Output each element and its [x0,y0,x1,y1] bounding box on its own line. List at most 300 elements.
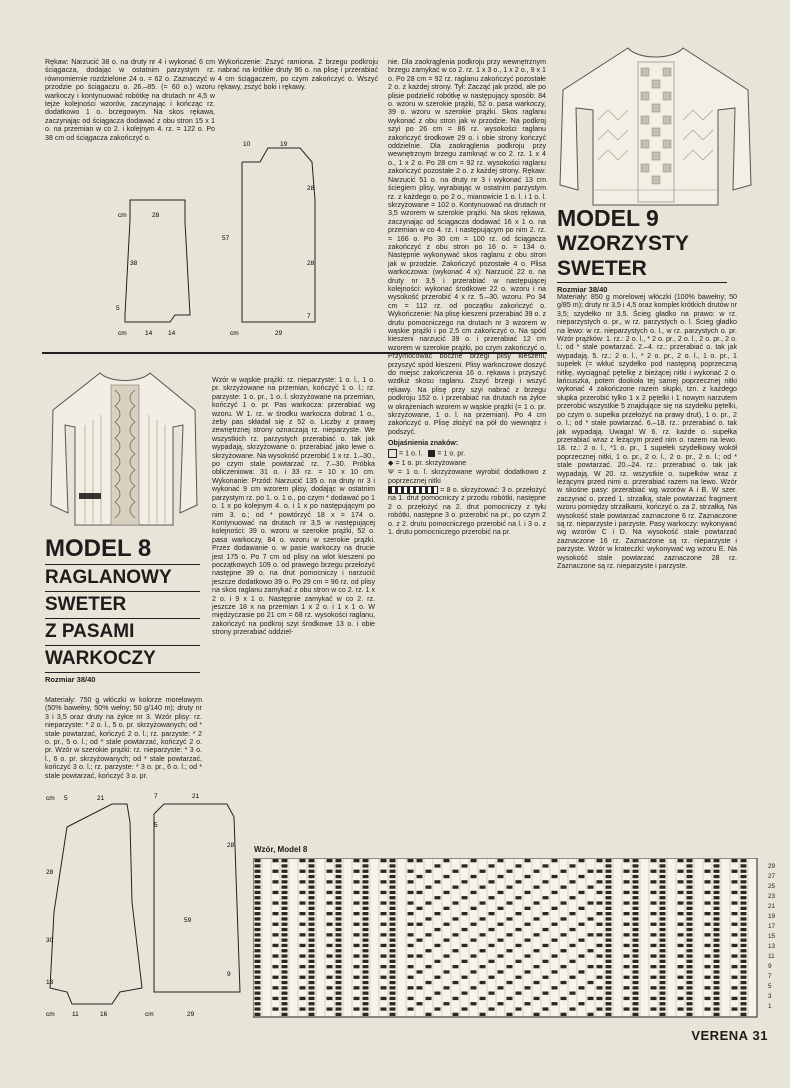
top-body-w2: 19 [280,141,288,148]
chart-cell-mark [435,992,441,995]
top-body-unit: cm [230,330,239,337]
chart-cell-mark [444,986,450,989]
chart-cell-mark [705,870,711,873]
chart-cell-mark [498,1002,504,1005]
chart-cell-mark [741,960,747,963]
chart-cell-mark [579,891,585,894]
chart-cell-mark [714,970,720,973]
chart-cell-mark [597,976,603,979]
chart-row-number: 13 [768,943,776,950]
chart-cell-mark [651,912,657,915]
chart-cell-mark [660,923,666,926]
chart-cell-mark [309,891,315,894]
chart-cell-mark [687,912,693,915]
chart-cell-mark [633,1002,639,1005]
bottom-body-t1: 7 [154,793,158,800]
chart-cell-mark [273,891,279,894]
chart-cell-mark [534,1013,540,1016]
chart-cell-mark [597,859,603,862]
chart-cell-mark [444,891,450,894]
chart-cell-mark [255,970,261,973]
chart-cell-mark [363,917,369,920]
chart-cell-mark [597,933,603,936]
chart-cell-mark [435,864,441,867]
chart-cell-mark [597,965,603,968]
chart-cell-mark [453,997,459,1000]
chart-cell-mark [543,960,549,963]
chart-cell-mark [471,859,477,862]
chart-cell-mark [336,864,342,867]
chart-cell-mark [255,901,261,904]
chart-cell-mark [462,896,468,899]
chart-cell-mark [741,997,747,1000]
chart-cell-mark [408,1007,414,1010]
legend-text-5: = 8 o. skrzyżować: 3 o. przełożyć na 1. drut pomocniczy z przodu robótki, następne 2 o. przełożyć na 2. drut pomocniczy z tyłu robótki, następne 3 o. przerobić na pr., po czym 2 o. z 2. drutu pomocniczego przerobić na l. i 3 o. z 1. drutu pomocniczego przerobić na pr. [388,485,546,536]
chart-cell-mark [282,960,288,963]
chart-cell-mark [534,901,540,904]
chart-cell-mark [417,907,423,910]
chart-cell-mark [741,939,747,942]
chart-cell-mark [489,896,495,899]
chart-cell-mark [255,949,261,952]
legend-symbol-knit [428,450,435,457]
chart-cell-mark [624,986,630,989]
chart-cell-mark [435,960,441,963]
chart-cell-mark [426,870,432,873]
legend-symbol-cable [388,486,438,494]
chart-cell-mark [309,1007,315,1010]
chart-cell-mark [327,944,333,947]
chart-cell-mark [606,923,612,926]
chart-cell-mark [714,870,720,873]
chart-cell-mark [336,896,342,899]
chart-cell-mark [381,954,387,957]
chart-cell-mark [714,933,720,936]
chart-cell-mark [309,917,315,920]
chart-cell-mark [525,923,531,926]
chart-cell-mark [561,886,567,889]
legend-row-4 [388,486,546,536]
chart-cell-mark [633,992,639,995]
chart-cell-mark [633,954,639,957]
chart-cell-mark [336,997,342,1000]
chart-cell-mark [606,949,612,952]
chart-cell-mark [309,986,315,989]
chart-cell-mark [633,901,639,904]
chart-cell-mark [606,1013,612,1016]
top-body-h1: 28 [307,185,315,192]
chart-cell-mark [660,896,666,899]
chart-cell-mark [309,992,315,995]
chart-cell-mark [381,965,387,968]
chart-cell-mark [561,917,567,920]
chart-cell-mark [624,923,630,926]
chart-cell-mark [309,912,315,915]
chart-cell-mark [363,954,369,957]
chart-cell-mark [273,912,279,915]
chart-cell-mark [714,981,720,984]
chart-cell-mark [408,997,414,1000]
chart-cell-mark [687,960,693,963]
chart-cell-mark [660,917,666,920]
legend-symbol-cross-purl: Ψ [388,468,394,477]
chart-cell-mark [417,970,423,973]
chart-cell-mark [273,986,279,989]
chart-cell-mark [282,896,288,899]
chart-cell-mark [534,997,540,1000]
chart-cell-mark [732,997,738,1000]
chart-cell-mark [705,859,711,862]
chart-cell-mark [687,891,693,894]
chart-row-numbers [768,862,782,1012]
chart-cell-mark [327,923,333,926]
chart-cell-mark [471,923,477,926]
chart-cell-mark [705,997,711,1000]
chart-cell-mark [408,859,414,862]
top-sleeve-cuff: 5 [116,305,120,312]
legend-symbol-purl [388,449,397,458]
chart-cell-mark [255,960,261,963]
chart-row-number: 27 [768,873,776,880]
chart-cell-mark [489,976,495,979]
model9-size: Rozmiar 38/40 [557,285,608,294]
top-sleeve-side: 38 [130,260,138,267]
chart-cell-mark [408,944,414,947]
chart-cell-mark [606,970,612,973]
chart-cell-mark [552,907,558,910]
model8-continuation [388,58,546,537]
chart-cell-mark [363,880,369,883]
model8-subtitle-4: WARKOCZY [45,646,200,673]
chart-cell-mark [687,907,693,910]
chart-cell-mark [255,997,261,1000]
chart-cell-mark [705,880,711,883]
chart-cell-mark [561,949,567,952]
chart-cell-mark [498,970,504,973]
chart-cell-mark [309,939,315,942]
chart-cell-mark [327,912,333,915]
chart-cell-mark [255,912,261,915]
chart-cell-mark [741,954,747,957]
chart-cell-mark [651,954,657,957]
chart-cell-mark [336,891,342,894]
chart-cell-mark [426,917,432,920]
chart-cell-mark [687,923,693,926]
chart-cell-mark [255,976,261,979]
chart-cell-mark [660,970,666,973]
bottom-body-h1: 28 [227,842,235,849]
chart-cell-mark [363,896,369,899]
chart-cell-mark [273,1007,279,1010]
chart-cell-mark [282,939,288,942]
chart-cell-mark [705,891,711,894]
chart-cell-mark [525,939,531,942]
chart-cell-mark [363,970,369,973]
chart-cell-mark [390,1013,396,1016]
chart-cell-mark [624,944,630,947]
bottom-body-unit: cm [145,1011,154,1018]
chart-cell-mark [309,933,315,936]
chart-cell-mark [309,954,315,957]
chart-cell-mark [741,891,747,894]
chart-cell-mark [678,880,684,883]
chart-cell-mark [525,859,531,862]
chart-cell-mark [417,1002,423,1005]
chart-cell-mark [588,965,594,968]
chart-cell-mark [516,944,522,947]
chart-cell-mark [633,997,639,1000]
chart-cell-mark [633,891,639,894]
chart-cell-mark [741,1013,747,1016]
chart-cell-mark [741,976,747,979]
chart-cell-mark [408,870,414,873]
chart-cell-mark [687,939,693,942]
chart-cell-mark [480,917,486,920]
bottom-schematics [42,792,247,1022]
chart-cell-mark [633,907,639,910]
chart-cell-mark [390,1007,396,1010]
chart-cell-mark [336,954,342,957]
chart-cell-mark [426,949,432,952]
chart-cell-mark [606,986,612,989]
chart-cell-mark [300,954,306,957]
chart-cell-mark [651,859,657,862]
chart-cell-mark [336,917,342,920]
chart-cell-mark [597,954,603,957]
chart-cell-mark [678,954,684,957]
chart-cell-mark [678,912,684,915]
chart-cell-mark [633,859,639,862]
chart-cell-mark [516,1007,522,1010]
chart-cell-mark [255,965,261,968]
chart-row-number: 9 [768,963,772,970]
chart-cell-mark [273,933,279,936]
chart-cell-mark [426,997,432,1000]
chart-cell-mark [714,992,720,995]
chart-cell-mark [714,880,720,883]
chart-cell-mark [525,970,531,973]
chart-cell-mark [660,933,666,936]
chart-cell-mark [597,944,603,947]
chart-cell-mark [588,886,594,889]
chart-cell-mark [390,949,396,952]
chart-cell-mark [597,870,603,873]
chart-cell-mark [408,912,414,915]
chart-cell-mark [282,981,288,984]
chart-cell-mark [363,859,369,862]
chart-cell-mark [300,880,306,883]
chart-cell-mark [462,960,468,963]
chart-cell-mark [498,986,504,989]
chart-cell-mark [498,875,504,878]
bottom-body-h2: 59 [184,917,192,924]
chart-cell-mark [624,1007,630,1010]
chart-cell-mark [327,870,333,873]
chart-cell-mark [651,880,657,883]
chart-cell-mark [534,886,540,889]
chart-cell-mark [309,864,315,867]
chart-cell-mark [714,864,720,867]
legend-text-4: = 1 o. l. skrzyżowane wyrobić dodatkowo z poprzecznej nitki [388,468,546,485]
chart-cell-mark [741,1002,747,1005]
chart-cell-mark [561,1013,567,1016]
chart-cell-mark [309,965,315,968]
chart-cell-mark [390,986,396,989]
chart-cell-mark [606,907,612,910]
chart-cell-mark [435,928,441,931]
chart-cell-mark [507,917,513,920]
chart-cell-mark [444,907,450,910]
chart-cell-mark [444,859,450,862]
chart-cell-mark [687,1002,693,1005]
chart-cell-mark [309,997,315,1000]
chart-cell-mark [381,976,387,979]
chart-cell-mark [336,875,342,878]
chart-cell-mark [543,992,549,995]
chart-cell-mark [660,960,666,963]
chart-cell-mark [624,891,630,894]
chart-cell-mark [570,896,576,899]
chart-cell-mark [489,912,495,915]
model8-sweater-illustration [45,365,203,530]
chart-cell-mark [390,859,396,862]
chart-cell-mark [606,1007,612,1010]
model9-subtitle-1: WZORZYSTY [557,232,689,255]
chart-cell-mark [390,981,396,984]
chart-cell-mark [660,928,666,931]
chart-cell-mark [417,891,423,894]
chart-cell-mark [741,859,747,862]
chart-cell-mark [480,933,486,936]
chart-cell-mark [327,1007,333,1010]
finishing-text: Wykończenie: Zszyć ramiona. Z brzegu podkroju nabrać na krótkie druty 96 o. na plisę i przerabiać 4 cm ściągaczem, po czym zakończyć o. Wszyć rękawy, zszyć boki i rękawy. [218,58,378,92]
chart-cell-mark [327,891,333,894]
chart-cell-mark [714,907,720,910]
chart-cell-mark [732,870,738,873]
chart-cell-mark [732,880,738,883]
chart-cell-mark [363,1002,369,1005]
knitting-chart-title: Wzór, Model 8 [254,845,308,854]
chart-cell-mark [552,859,558,862]
chart-cell-mark [327,880,333,883]
chart-cell-mark [336,886,342,889]
chart-cell-mark [471,1002,477,1005]
chart-cell-mark [336,933,342,936]
chart-cell-mark [687,896,693,899]
chart-cell-mark [444,1002,450,1005]
chart-cell-mark [678,976,684,979]
chart-cell-mark [435,896,441,899]
chart-cell-mark [633,949,639,952]
chart-cell-mark [588,870,594,873]
chart-cell-mark [408,933,414,936]
chart-cell-mark [507,981,513,984]
legend-text-1: = 1 o. l. [398,449,423,458]
chart-cell-mark [597,997,603,1000]
chart-cell-mark [408,891,414,894]
chart-cell-mark [732,986,738,989]
chart-cell-mark [273,965,279,968]
top-body-bw: 29 [275,330,283,337]
chart-cell-mark [516,992,522,995]
chart-cell-mark [705,933,711,936]
chart-cell-mark [543,912,549,915]
chart-cell-mark [453,917,459,920]
chart-cell-mark [678,870,684,873]
chart-cell-mark [606,896,612,899]
chart-cell-mark [705,912,711,915]
chart-cell-mark [480,965,486,968]
chart-cell-mark [354,954,360,957]
chart-cell-mark [507,1013,513,1016]
chart-cell-mark [714,986,720,989]
chart-cell-mark [651,965,657,968]
chart-cell-mark [363,939,369,942]
chart-cell-mark [687,1007,693,1010]
chart-cell-mark [255,1007,261,1010]
chart-cell-mark [471,970,477,973]
chart-cell-mark [687,970,693,973]
chart-cell-mark [336,870,342,873]
chart-cell-mark [381,912,387,915]
chart-cell-mark [255,939,261,942]
chart-cell-mark [741,933,747,936]
chart-cell-mark [282,944,288,947]
chart-cell-mark [282,1002,288,1005]
chart-cell-mark [633,970,639,973]
chart-cell-mark [660,912,666,915]
chart-cell-mark [606,954,612,957]
chart-cell-mark [741,965,747,968]
chart-cell-mark [282,864,288,867]
chart-cell-mark [471,891,477,894]
chart-cell-mark [687,917,693,920]
chart-cell-mark [543,864,549,867]
chart-cell-mark [255,986,261,989]
chart-cell-mark [336,1002,342,1005]
chart-row-number: 3 [768,993,772,1000]
chart-cell-mark [309,960,315,963]
chart-cell-mark [255,870,261,873]
chart-cell-mark [597,912,603,915]
chart-cell-mark [714,954,720,957]
chart-cell-mark [732,1007,738,1010]
chart-cell-mark [507,933,513,936]
chart-cell-mark [660,976,666,979]
chart-cell-mark [381,859,387,862]
chart-cell-mark [390,954,396,957]
chart-cell-mark [732,923,738,926]
chart-cell-mark [354,880,360,883]
chart-cell-mark [282,907,288,910]
chart-cell-mark [678,859,684,862]
chart-cell-mark [480,997,486,1000]
model8-subtitle-3: Z PASAMI [45,619,200,646]
chart-cell-mark [606,997,612,1000]
chart-cell-mark [651,901,657,904]
chart-cell-mark [300,986,306,989]
chart-cell-mark [660,859,666,862]
chart-cell-mark [336,965,342,968]
chart-cell-mark [633,944,639,947]
chart-cell-mark [741,901,747,904]
chart-cell-mark [282,901,288,904]
chart-cell-mark [606,917,612,920]
chart-cell-mark [633,864,639,867]
chart-row-number: 25 [768,883,776,890]
chart-cell-mark [300,997,306,1000]
chart-cell-mark [687,928,693,931]
